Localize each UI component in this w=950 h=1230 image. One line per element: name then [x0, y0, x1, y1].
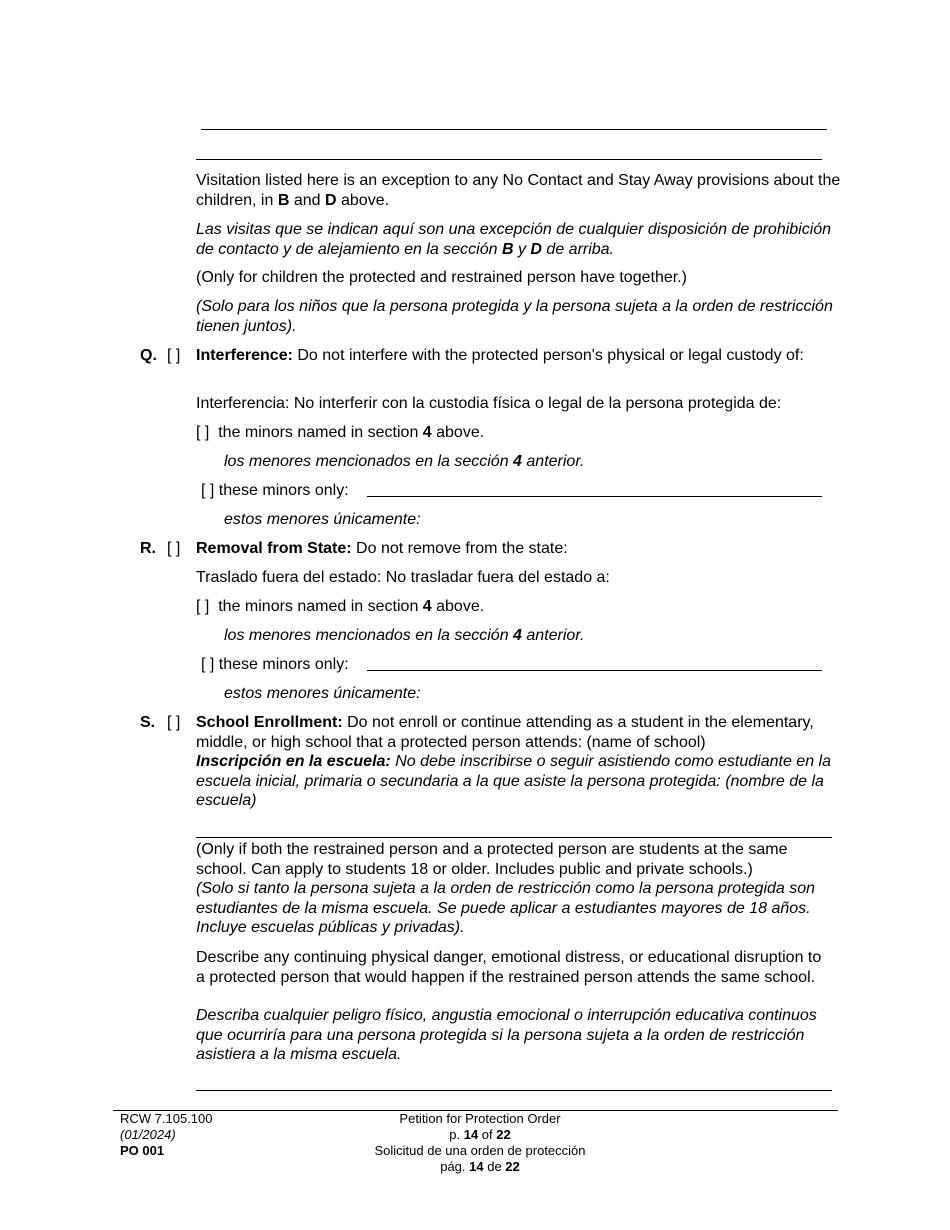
section-q-option2-es: estos menores únicamente: — [224, 511, 421, 528]
section-s-letter: S. — [140, 714, 156, 731]
section-r-heading-es: Traslado fuera del estado: No trasladar fuera del estado a: — [196, 569, 610, 586]
footer-left — [120, 1111, 213, 1159]
section-q-heading-es: Interferencia: No interferir con la custodia física o legal de la persona protegida de: — [196, 395, 782, 412]
section-q-checkbox[interactable]: [ ] — [167, 347, 181, 364]
footer-title: Petition for Protection Order — [399, 1111, 561, 1126]
section-q-heading: Interference: Do not interfere with the protected person's physical or legal custody of: — [196, 347, 804, 364]
visitation-note-es: Las visitas que se indican aquí son una excepción de cualquier disposición de prohibición de contacto y de alejamiento en la sección B y D de arriba. — [196, 221, 832, 258]
section-q-option1: [ ] the minors named in section 4 above. — [196, 424, 485, 441]
section-q-option1-checkbox[interactable]: [ ] — [196, 424, 210, 441]
footer-center — [330, 1111, 630, 1175]
section-r-option2-checkbox[interactable]: [ ] — [201, 656, 215, 673]
section-r-minors-line[interactable] — [367, 670, 822, 671]
section-s-describe-es: Describa cualquier peligro físico, angustia emocional o interrupción educativa continuos que ocurriría para una persona protegida si la persona sujeta a la orden de restricción asistiera a la misma escuela. — [196, 1007, 817, 1064]
section-r-option1-es: los menores mencionados en la sección 4 anterior. — [224, 627, 585, 644]
describe-line[interactable] — [196, 1090, 832, 1091]
section-q-option2-checkbox[interactable]: [ ] — [201, 482, 215, 499]
section-r-option2: [ ] these minors only: — [201, 656, 349, 673]
section-r-option2-es: estos menores únicamente: — [224, 685, 421, 702]
footer-date: (01/2024) — [120, 1127, 176, 1142]
section-q-option2: [ ] these minors only: — [201, 482, 349, 499]
footer-rcw: RCW 7.105.100 — [120, 1111, 213, 1126]
section-r-checkbox[interactable]: [ ] — [167, 540, 181, 557]
section-r-option1-checkbox[interactable]: [ ] — [196, 598, 210, 615]
section-r-letter: R. — [140, 540, 156, 557]
school-name-line[interactable] — [196, 837, 832, 838]
footer-title-es: Solicitud de una orden de protección — [374, 1143, 586, 1158]
section-s-checkbox[interactable]: [ ] — [167, 714, 181, 731]
footer-form-number: PO 001 — [120, 1143, 165, 1158]
footer-page: p. 14 of 22 — [449, 1127, 511, 1142]
section-s-only-note-es: (Solo si tanto la persona sujeta a la orden de restricción como la persona protegida son estudiantes de la misma escuela. Se puede aplicar a estudiantes mayores de 18 años. Incluye escuelas públicas y privadas). — [196, 880, 816, 937]
only-children-note-es: (Solo para los niños que la persona protegida y la persona sujeta a la orden de restricción tienen juntos). — [196, 298, 833, 335]
section-q-letter: Q. — [140, 347, 157, 364]
section-s-heading-es: Inscripción en la escuela: No debe inscribirse o seguir asistiendo como estudiante en la escuela inicial, primaria o secundaria a la que asiste la persona protegida: (nombre de la escuela) — [196, 753, 831, 810]
footer-page-es: pág. 14 de 22 — [440, 1159, 520, 1174]
section-s-describe: Describe any continuing physical danger, emotional distress, or educational disruption to a protected person that would happen if the restrained person attends the same school. — [196, 949, 822, 986]
section-s-only-note: (Only if both the restrained person and a protected person are students at the same school. Can apply to students 18 or older. Includes public and private schools.) — [196, 841, 788, 878]
section-q-option1-es: los menores mencionados en la sección 4 anterior. — [224, 453, 585, 470]
section-r-option1: [ ] the minors named in section 4 above. — [196, 598, 485, 615]
section-q-minors-line[interactable] — [367, 496, 822, 497]
fill-in-line[interactable] — [196, 159, 822, 160]
section-s-heading: School Enrollment: Do not enroll or continue attending as a student in the elementary, middle, or high school that a protected person attends: (name of school) — [196, 714, 814, 751]
section-r-heading: Removal from State: Do not remove from the state: — [196, 540, 568, 557]
visitation-note: Visitation listed here is an exception to any No Contact and Stay Away provisions about the children, in B and D above. — [196, 172, 841, 209]
fill-in-line[interactable] — [201, 129, 827, 130]
only-children-note: (Only for children the protected and restrained person have together.) — [196, 269, 687, 286]
